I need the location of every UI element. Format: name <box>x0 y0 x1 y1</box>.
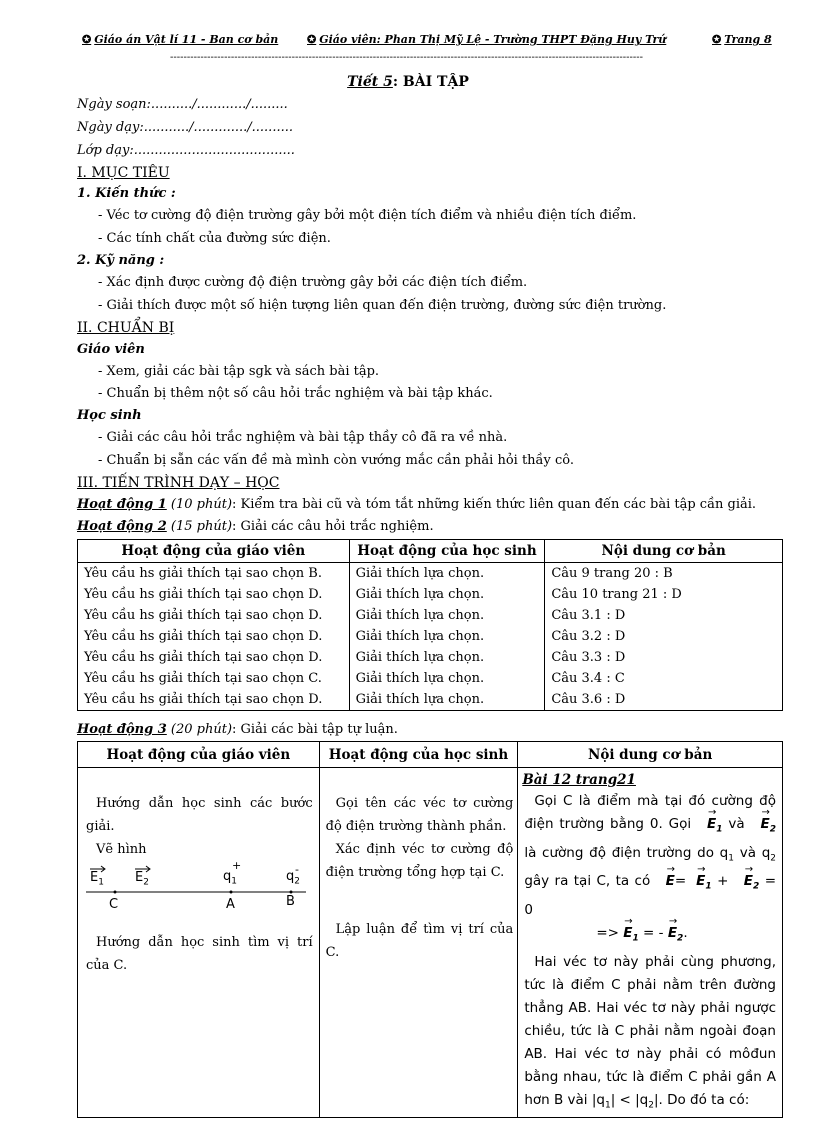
column-header: Hoạt động của giáo viên <box>78 742 320 768</box>
q1-label: $q_1$ + <box>223 859 242 887</box>
e2-label: $E_2$ <box>135 870 149 888</box>
list-item: - Chuẩn bị sẵn các vấn đề mà mình còn vướng mắc cần phải hỏi thầy cô. <box>98 453 575 468</box>
table-cell: Giải thích lựa chọn. <box>349 689 545 711</box>
list-item: - Giải các câu hỏi trắc nghiệm và bài tập thầy cô đã ra về nhà. <box>98 430 508 445</box>
gear-icon: ✪ <box>82 33 92 46</box>
table-row <box>78 647 783 668</box>
diagram-line <box>78 861 320 931</box>
table-cell: Câu 3.6 : D <box>545 689 783 711</box>
table-row <box>78 689 783 711</box>
exercise-text: Hai véc tơ này phải cùng phương, tức là điểm C phải nằm trên đường thẳng AB. Hai véc tơ này phải ngược chiều, tức là C phải nằm ngoài đoạn AB. Hai véc tơ này phải có môđun bằng nhau, tức là điểm C phải gần A hơn B vài $|q_1| < |q_2|$. Do đó ta có: <box>524 953 776 1111</box>
table-row <box>78 668 783 689</box>
content-cell <box>518 768 783 1118</box>
table-cell: Giải thích lựa chọn. <box>349 584 545 605</box>
gear-icon: ✪ <box>712 33 722 46</box>
e1-label: $E_1$ <box>90 870 104 888</box>
table-cell: Câu 3.1 : D <box>545 605 783 626</box>
e2-vector: → $E_2$ <box>668 922 684 951</box>
list-item: - Chuẩn bị thêm nột số câu hỏi trắc nghiệm và bài tập khác. <box>98 386 493 401</box>
student-step: Xác định véc tơ cường độ điện trường tổng hợp tại C. <box>325 842 514 880</box>
table-cell: Câu 3.4 : C <box>545 668 783 689</box>
subsection-title: Học sinh <box>77 408 142 423</box>
gear-icon: ✪ <box>307 33 317 46</box>
teacher-label: ✪ Giáo viên: Phan Thị Mỹ Lệ - Trường THPT Đặng Huy Trứ <box>307 33 667 46</box>
column-header: Hoạt động của giáo viên <box>78 540 350 563</box>
table-cell: Yêu cầu hs giải thích tại sao chọn D. <box>78 584 350 605</box>
section-heading: I. MỤC TIÊU <box>77 165 170 181</box>
student-step: Gọi tên các véc tơ cường độ điện trường thành phần. <box>325 796 514 834</box>
quiz-table <box>77 539 783 711</box>
section-heading: III. TIẾN TRÌNH DẠY – HỌC <box>77 475 280 491</box>
b-label: B <box>286 894 295 909</box>
e-vector: → E <box>656 870 675 893</box>
list-item: - Các tính chất của đường sức điện. <box>98 231 331 246</box>
student-cell <box>319 768 518 1118</box>
e1-vector: → $E_1$ <box>697 813 723 842</box>
list-item: - Xác định được cường độ điện trường gây bởi các điện tích điểm. <box>98 275 528 290</box>
column-header: Hoạt động của học sinh <box>319 742 518 768</box>
column-header: Hoạt động của học sinh <box>349 540 545 563</box>
page-number: ✪ Trang 8 <box>712 33 772 46</box>
field-diagram <box>78 861 319 931</box>
c-label: C <box>109 897 119 912</box>
table-cell: Yêu cầu hs giải thích tại sao chọn D. <box>78 626 350 647</box>
list-item: - Giải thích được một số hiện tượng liên quan đến điện trường, đường sức điện trường. <box>98 298 667 313</box>
subsection-title: 2. Kỹ năng : <box>77 253 165 268</box>
e1-vector: → $E_1$ <box>686 870 712 899</box>
teacher-cell <box>78 768 320 1118</box>
table-cell: Giải thích lựa chọn. <box>349 668 545 689</box>
teacher-step: Hướng dẫn học sinh các bước giải. <box>86 796 313 834</box>
table-cell: Câu 3.3 : D <box>545 647 783 668</box>
table-cell: Câu 3.2 : D <box>545 626 783 647</box>
exercise-table <box>77 741 783 1118</box>
header-divider: -------------------------------------------------------------------------------------------------------------------------------------------- <box>170 52 644 63</box>
table-cell: Yêu cầu hs giải thích tại sao chọn D. <box>78 605 350 626</box>
activity-3: Hoạt động 3 (20 phút): Giải các bài tập tự luận. <box>77 722 398 737</box>
table-row <box>78 768 783 1118</box>
equation-line: => → $E_1$ = - → $E_2$. <box>518 922 782 951</box>
table-cell: Câu 9 trang 20 : B <box>545 563 783 585</box>
table-cell: Câu 10 trang 21 : D <box>545 584 783 605</box>
table-cell: Giải thích lựa chọn. <box>349 563 545 585</box>
e2-vector: → $E_2$ <box>734 870 760 899</box>
table-row <box>78 605 783 626</box>
q2-label: $q_2$ - <box>286 863 300 887</box>
table-cell: Giải thích lựa chọn. <box>349 647 545 668</box>
teach-date: Ngày dạy:.........../............./.......... <box>77 120 293 135</box>
table-cell: Giải thích lựa chọn. <box>349 605 545 626</box>
teacher-step: Vẽ hình <box>96 842 147 857</box>
table-cell: Giải thích lựa chọn. <box>349 626 545 647</box>
lesson-number: Tiết 5 <box>347 74 393 90</box>
e2-vector: → $E_2$ <box>750 813 776 842</box>
section-heading: II. CHUẨN BỊ <box>77 320 175 336</box>
class-line: Lớp dạy:....................................... <box>77 143 295 158</box>
table-cell: Yêu cầu hs giải thích tại sao chọn D. <box>78 689 350 711</box>
column-header: Nội dung cơ bản <box>545 540 783 563</box>
table-header-row <box>78 540 783 563</box>
teacher-step: Hướng dẫn học sinh tìm vị trí của C. <box>86 935 313 973</box>
point-c <box>114 891 117 894</box>
table-row <box>78 626 783 647</box>
list-item: - Véc tơ cường độ điện trường gây bởi một điện tích điểm và nhiều điện tích điểm. <box>98 208 637 223</box>
point-a <box>230 891 233 894</box>
activity-1: Hoạt động 1 (10 phút): Kiểm tra bài cũ và tóm tắt những kiến thức liên quan đến các bài tập cần giải. <box>77 497 757 512</box>
a-label: A <box>226 897 235 912</box>
student-step: Lập luận để tìm vị trí của C. <box>325 922 514 960</box>
prep-date: Ngày soạn:........../............/......... <box>77 97 288 112</box>
subsection-title: Giáo viên <box>77 342 145 357</box>
subsection-title: 1. Kiến thức : <box>77 186 176 201</box>
e1-vector: → $E_1$ <box>623 922 639 951</box>
exercise-text: Gọi C là điểm mà tại đó cường độ điện trường bằng 0. Gọi → $E_1$ và → $E_2$ là cường độ điện trường do $q_1$ và $q_2$ gây ra tại C, ta có → $E=\to E_1$ + → $E_2 = 0$ <box>518 790 782 922</box>
list-item: - Xem, giải các bài tập sgk và sách bài tập. <box>98 364 380 379</box>
table-cell: Yêu cầu hs giải thích tại sao chọn D. <box>78 647 350 668</box>
table-row <box>78 563 783 585</box>
lesson-name: : BÀI TẬP <box>392 74 469 90</box>
table-cell: Yêu cầu hs giải thích tại sao chọn B. <box>78 563 350 585</box>
table-cell: Yêu cầu hs giải thích tại sao chọn C. <box>78 668 350 689</box>
table-row <box>78 584 783 605</box>
exercise-title: Bài 12 trang21 <box>522 772 636 788</box>
activity-2: Hoạt động 2 (15 phút): Giải các câu hỏi trắc nghiệm. <box>77 519 434 534</box>
table-header-row <box>78 742 783 768</box>
page-title <box>0 74 816 90</box>
course-label: ✪ Giáo án Vật lí 11 - Ban cơ bản <box>82 33 279 46</box>
column-header: Nội dung cơ bản <box>518 742 783 768</box>
